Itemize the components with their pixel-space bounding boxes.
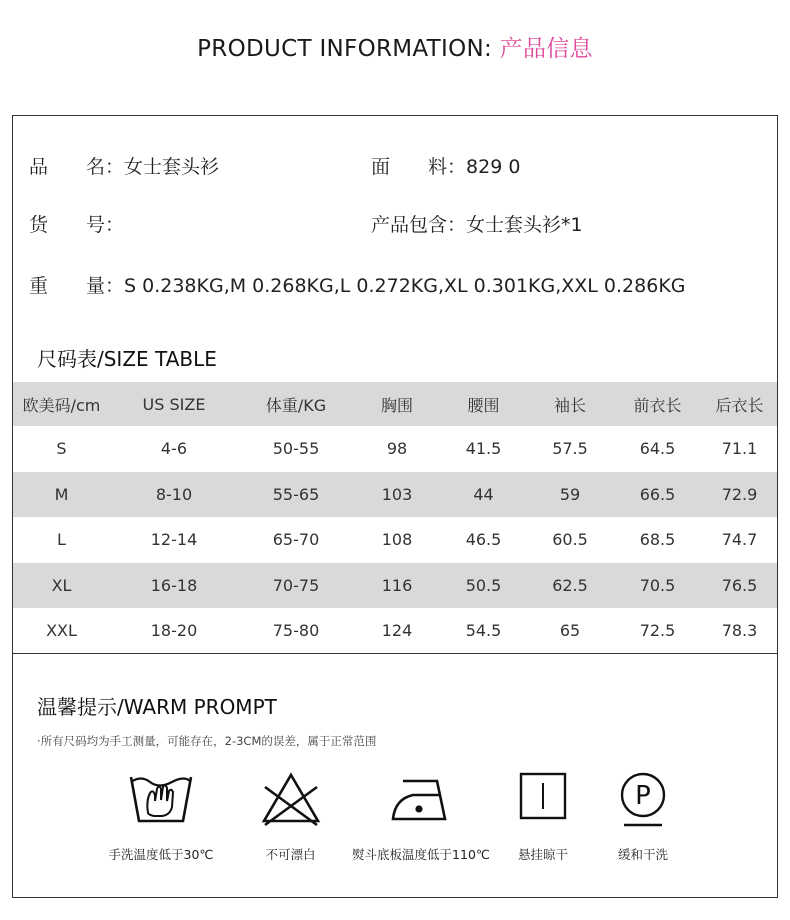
table-cell: L [57,530,66,550]
table-cell: 18-20 [150,621,198,641]
name-value: 女士套头衫 [124,156,220,178]
package-row [371,210,583,237]
table-row [13,563,777,609]
table-cell: 116 [381,575,413,595]
table-cell: 65 [559,621,581,641]
table-cell: 70.5 [639,575,676,595]
no-bleach-icon [261,771,321,827]
table-cell: 65-70 [272,530,320,550]
section-divider [13,653,777,654]
size-table [13,382,777,654]
care-label: 熨斗底板温度低于110℃ [352,847,490,862]
table-cell: 68.5 [639,530,676,550]
weight-label: 重 量： [29,275,125,297]
item-number-row [29,210,124,237]
table-cell: 44 [473,484,494,504]
fabric-value: 829 0 [466,156,521,178]
col-header-chest: 胸围 [380,395,413,415]
size-table-header-row [13,382,777,426]
table-cell: 108 [381,530,413,550]
care-label: 手洗温度低于30℃ [108,847,214,862]
hand-wash-icon [128,771,194,827]
care-label: 缓和干洗 [617,847,668,862]
table-cell: 12-14 [150,530,198,550]
svg-text:P: P [635,781,651,811]
table-cell: 60.5 [552,530,588,550]
weight-row [29,271,686,298]
table-cell: 70-75 [272,575,320,595]
name-label: 品 名： [29,156,125,178]
fabric-label: 面 料： [371,156,467,178]
table-cell: 75-80 [272,621,320,641]
care-dry-clean [588,771,698,863]
table-cell: 64.5 [639,439,676,459]
table-cell: 54.5 [465,621,502,641]
table-cell: 62.5 [552,575,588,595]
size-table-title: 尺码表/SIZE TABLE [37,347,217,371]
dry-clean-p-icon [617,771,669,831]
table-cell: 72.5 [639,621,676,641]
col-header-front-length: 前衣长 [633,395,682,415]
col-header-weight: 体重/KG [265,395,327,415]
page-title [0,30,790,63]
table-cell: 72.9 [721,484,758,504]
care-hang-dry [488,771,598,863]
table-cell: 16-18 [150,575,198,595]
col-header-eu-size: 欧美码/cm [22,395,101,415]
col-header-us-size: US SIZE [142,394,206,414]
col-header-waist: 腰围 [467,395,500,415]
table-cell: 71.1 [721,439,758,459]
table-cell: M [54,484,69,504]
package-label: 产品包含： [371,214,467,236]
table-cell: XL [51,575,72,595]
col-header-back-length: 后衣长 [715,395,764,415]
table-row [13,426,777,472]
table-cell: 57.5 [552,439,588,459]
iron-icon [389,771,453,827]
care-label: 不可漂白 [265,847,316,862]
table-row [13,472,777,518]
name-row [29,152,219,179]
table-cell: 46.5 [465,530,502,550]
table-row [13,517,777,563]
care-ironing [341,771,501,863]
table-cell: 8-10 [155,484,193,504]
table-cell: 66.5 [639,484,676,504]
page-title-en: PRODUCT INFORMATION: [197,36,500,62]
table-cell: 124 [381,621,413,641]
table-cell: 76.5 [721,575,758,595]
care-hand-wash [91,771,231,863]
table-cell: 41.5 [465,439,502,459]
page-title-cn: 产品信息 [499,36,593,62]
hang-dry-icon [518,771,568,821]
care-no-bleach [228,771,353,863]
table-cell: 50-55 [272,439,320,459]
care-label: 悬挂晾干 [517,847,568,862]
table-cell: 78.3 [721,621,758,641]
weight-value: S 0.238KG,M 0.268KG,L 0.272KG,XL 0.301KG,XXL 0.286KG [124,275,686,297]
col-header-sleeve: 袖长 [553,395,586,415]
table-cell: 103 [381,484,413,504]
fabric-row [371,152,520,179]
table-cell: 59 [559,484,581,504]
item-number-label: 货 号： [29,214,125,236]
product-info-panel [12,115,778,898]
table-cell: 98 [386,439,408,459]
package-value: 女士套头衫*1 [466,214,583,236]
table-cell: 50.5 [465,575,502,595]
table-cell: S [56,439,67,459]
table-cell: XXL [46,621,77,641]
table-cell: 4-6 [160,439,188,459]
table-row [13,608,777,654]
warm-prompt-title: 温馨提示/WARM PROMPT [37,695,277,719]
table-cell: 55-65 [272,484,320,504]
table-cell: 74.7 [721,530,758,550]
measurement-note: ·所有尺码均为手工测量，可能存在，2-3CM的误差，属于正常范围 [37,734,377,748]
